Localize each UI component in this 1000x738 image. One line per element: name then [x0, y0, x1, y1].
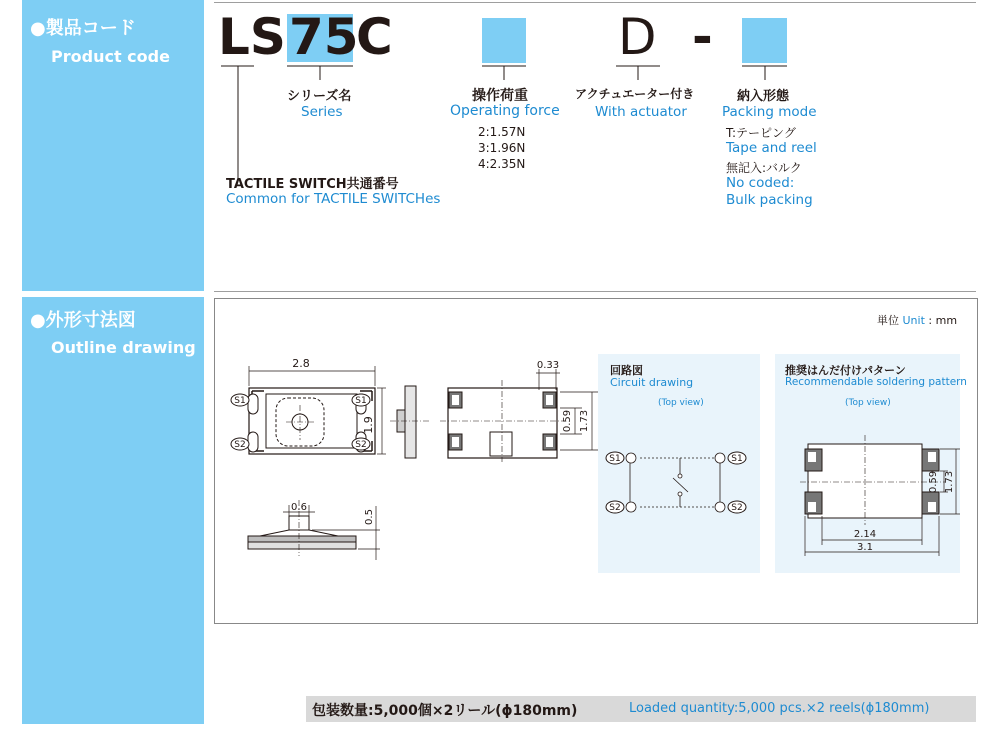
code-actuator-d: D — [618, 8, 657, 66]
packing-quantity-jp: 包装数量:5,000個×2リール(ϕ180mm) — [312, 703, 578, 719]
pattern-dim-0-59: 0.59 — [928, 470, 939, 494]
unit-value: : mm — [928, 314, 958, 327]
unit-label-en: Unit — [902, 314, 925, 327]
terminal-s1-right: S1 — [355, 396, 367, 406]
dim-0-5: 0.5 — [364, 509, 375, 525]
outline-heading-en: Outline drawing — [51, 338, 196, 357]
terminal-s1-left: S1 — [234, 396, 246, 406]
circuit-title-jp: 回路図 — [610, 364, 643, 377]
packing-none-jp: 無記入:バルク — [726, 161, 802, 175]
dim-2-8: 2.8 — [292, 357, 310, 370]
actuator-label-jp: アクチュエーター付き — [575, 87, 695, 101]
force-option-2: 2:1.57N — [478, 125, 526, 139]
force-label-en: Operating force — [450, 103, 560, 119]
packing-t-en: Tape and reel — [726, 140, 817, 156]
pattern-dim-2-14: 2.14 — [853, 529, 877, 540]
actuator-label-en: With actuator — [595, 104, 687, 120]
packing-label-jp: 納入形態 — [737, 89, 790, 104]
bottom-view-drawing — [440, 369, 598, 462]
series-label-jp: シリーズ名 — [287, 89, 352, 104]
code-ls: LS — [218, 8, 286, 66]
circuit-view: (Top view) — [658, 398, 704, 408]
dim-1-73: 1.73 — [579, 409, 590, 433]
tactile-label-jp: TACTILE SWITCH共通番号 — [226, 177, 399, 192]
dim-0-33: 0.33 — [536, 360, 560, 371]
code-series: 75 — [289, 8, 359, 66]
circuit-title-en: Circuit drawing — [610, 376, 694, 389]
product-code-heading-en: Product code — [51, 47, 170, 66]
circuit-s1-right: S1 — [731, 454, 743, 464]
dim-0-59: 0.59 — [562, 409, 573, 433]
code-suffix-c: C — [356, 8, 393, 66]
force-option-3: 3:1.96N — [478, 141, 526, 155]
packing-quantity-en: Loaded quantity:5,000 pcs.×2 reels(ϕ180mm) — [629, 701, 930, 716]
circuit-diagram — [626, 453, 725, 512]
pattern-dim-3-1: 3.1 — [857, 542, 873, 553]
packing-label-en: Packing mode — [722, 104, 817, 120]
outline-heading-jp: ●外形寸法図 — [30, 310, 136, 331]
tactile-label-en: Common for TACTILE SWITCHes — [226, 191, 441, 207]
packing-none-en-1: No coded: — [726, 175, 795, 191]
profile-view-drawing — [248, 500, 380, 560]
unit-label-jp: 単位 — [877, 314, 899, 327]
pattern-view: (Top view) — [845, 398, 891, 408]
pattern-title-en: Recommendable soldering pattern — [785, 376, 967, 388]
circuit-s2-right: S2 — [731, 503, 743, 513]
packing-t-jp: T:テーピング — [726, 126, 796, 140]
terminal-s2-right: S2 — [355, 440, 367, 450]
dim-1-9: 1.9 — [362, 416, 375, 434]
series-label-en: Series — [301, 104, 343, 120]
dim-0-6: 0.6 — [291, 502, 307, 513]
product-code-heading-jp: ●製品コード — [30, 18, 136, 39]
circuit-s1-left: S1 — [609, 454, 621, 464]
pattern-title-jp: 推奨はんだ付けパターン — [785, 364, 906, 377]
soldering-pattern-drawing — [800, 435, 960, 556]
packing-none-en-2: Bulk packing — [726, 192, 813, 208]
circuit-s2-left: S2 — [609, 503, 621, 513]
terminal-s2-left: S2 — [234, 440, 246, 450]
force-option-4: 4:2.35N — [478, 157, 526, 171]
side-view-drawing — [390, 386, 430, 458]
pattern-dim-1-73: 1.73 — [944, 470, 955, 494]
force-label-jp: 操作荷重 — [472, 88, 528, 104]
code-dash: - — [692, 8, 713, 66]
